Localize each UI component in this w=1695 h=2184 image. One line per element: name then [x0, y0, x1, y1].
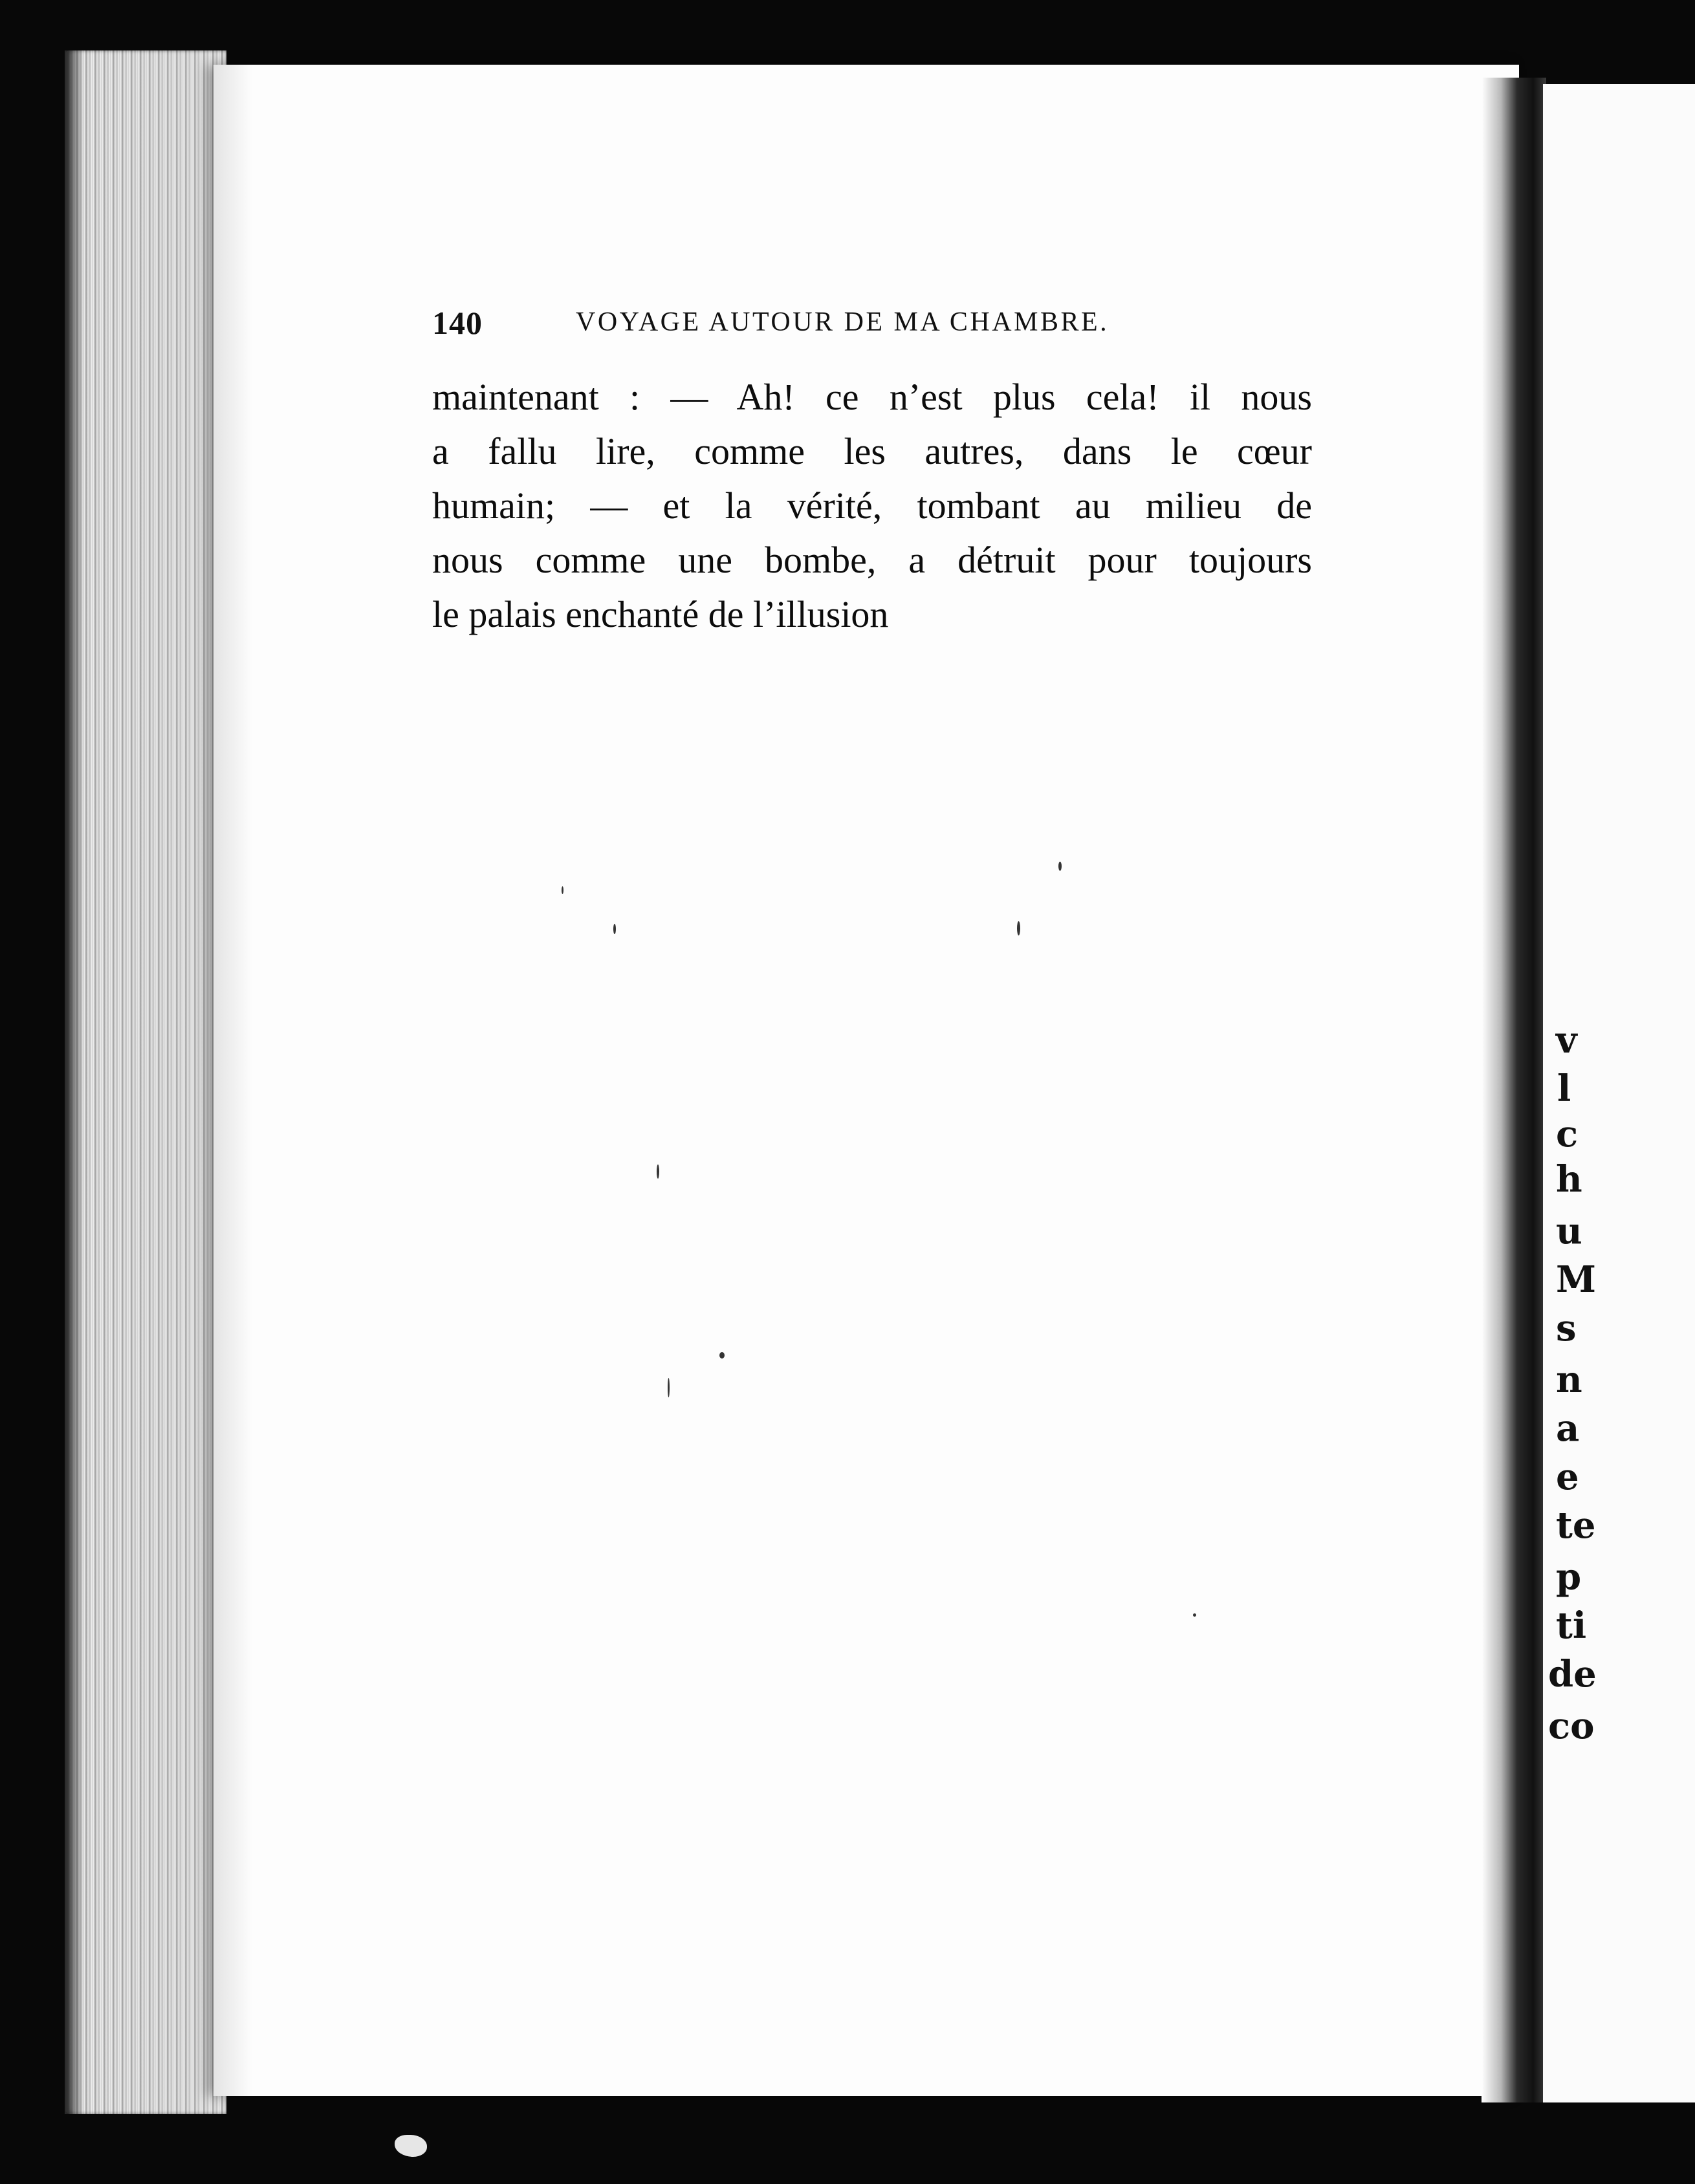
recto-fragment: c — [1556, 1113, 1579, 1155]
recto-fragment: u — [1556, 1210, 1582, 1252]
verso-page — [213, 65, 1519, 2096]
text-line: nous comme une bombe, a détruit pour toujours — [432, 539, 1312, 581]
scan-speck — [613, 924, 616, 934]
scan-speck — [1193, 1613, 1196, 1617]
scan-speck — [668, 1378, 670, 1397]
recto-fragment: h — [1556, 1158, 1582, 1201]
recto-fragment: co — [1548, 1705, 1595, 1747]
recto-fragment: n — [1556, 1359, 1582, 1401]
recto-fragment: ti — [1556, 1604, 1587, 1647]
recto-fragment: p — [1556, 1556, 1582, 1599]
scan-blot — [395, 2135, 427, 2157]
text-line: maintenant : — Ah! ce n’est plus cela! il nous — [432, 376, 1312, 418]
scan-speck — [657, 1164, 659, 1179]
running-head — [432, 304, 1170, 343]
text-line: le palais enchanté de l’illusion — [432, 593, 889, 635]
scan-speck — [719, 1352, 725, 1359]
book-gutter — [1482, 78, 1546, 2102]
recto-fragment: a — [1556, 1407, 1580, 1450]
recto-fragment: M — [1556, 1258, 1596, 1301]
scan-speck — [1058, 862, 1062, 871]
scan-speck — [1017, 921, 1020, 935]
scan-speck — [562, 886, 563, 894]
book-page-edges — [65, 50, 226, 2114]
recto-fragment: v — [1556, 1019, 1577, 1062]
page-number: 140 — [432, 305, 483, 341]
text-line: a fallu lire, comme les autres, dans le cœur — [432, 430, 1312, 472]
recto-fragment: de — [1548, 1653, 1597, 1696]
recto-fragment: s — [1556, 1307, 1577, 1349]
text-line: humain; — et la vérité, tombant au milieu de — [432, 485, 1312, 527]
body-text — [432, 370, 1312, 642]
recto-fragment: e — [1556, 1456, 1579, 1498]
recto-fragment: te — [1556, 1504, 1596, 1547]
recto-page-fragment — [1543, 84, 1695, 2102]
recto-fragment: l — [1557, 1067, 1571, 1110]
running-title: VOYAGE AUTOUR DE MA CHAMBRE. — [576, 307, 1110, 337]
